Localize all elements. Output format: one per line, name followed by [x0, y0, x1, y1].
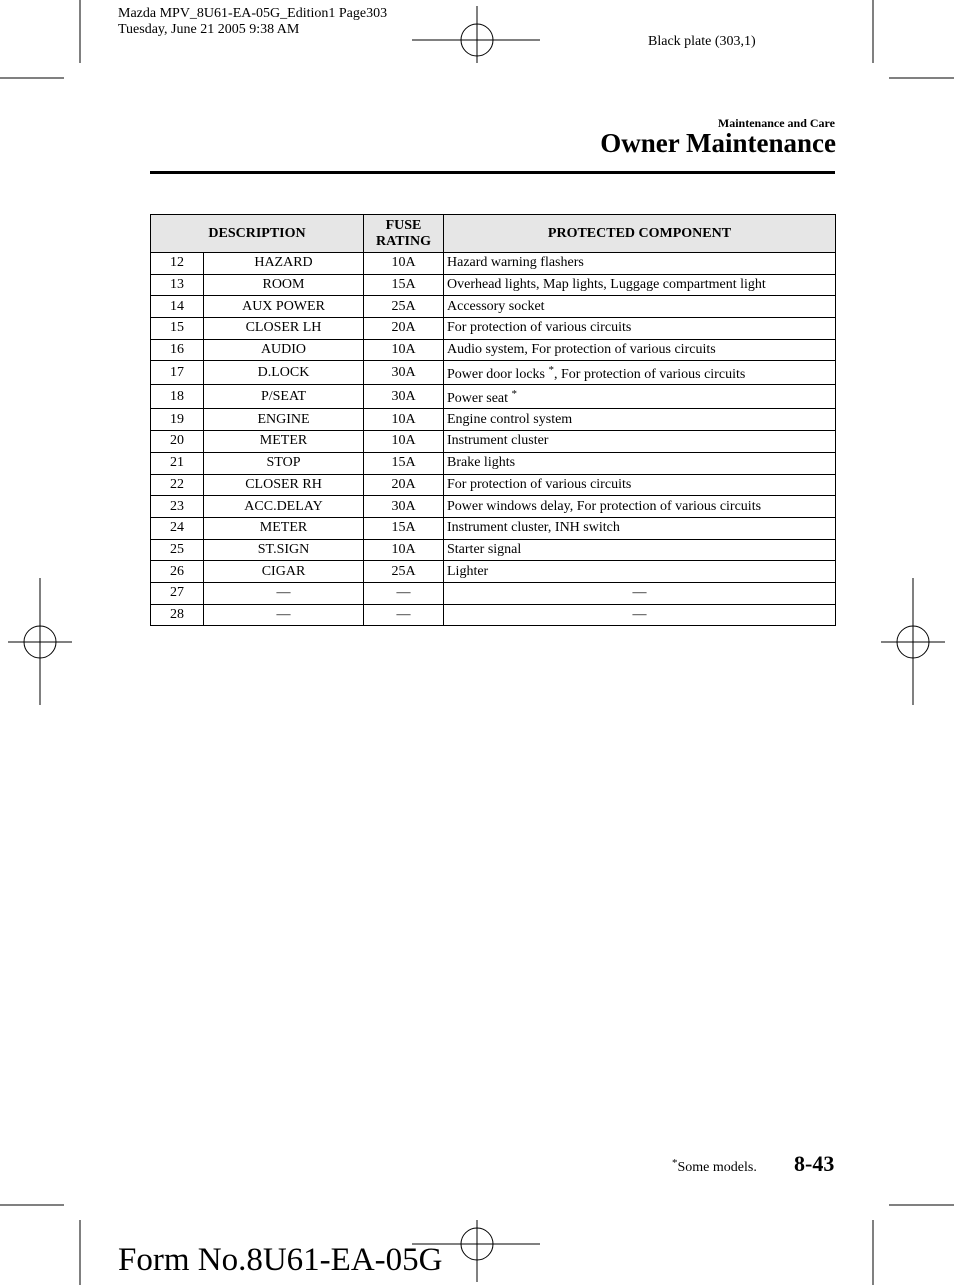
fuse-number-cell: 26: [151, 561, 204, 583]
fuse-rating-cell: 30A: [364, 361, 444, 385]
protected-component-cell: Hazard warning flashers: [444, 253, 836, 275]
protected-component-cell: Brake lights: [444, 452, 836, 474]
protected-component-cell: —: [444, 582, 836, 604]
fuse-table-body: [151, 253, 836, 626]
protected-component-cell: Overhead lights, Map lights, Luggage compartment light: [444, 274, 836, 296]
fuse-number-cell: 27: [151, 582, 204, 604]
fuse-rating-cell: 15A: [364, 452, 444, 474]
fuse-description-cell: CLOSER RH: [204, 474, 364, 496]
fuse-rating-cell: 15A: [364, 274, 444, 296]
fuse-description-cell: HAZARD: [204, 253, 364, 275]
table-row: [151, 385, 836, 409]
fuse-rating-cell: —: [364, 604, 444, 626]
page-title: Owner Maintenance: [600, 128, 836, 158]
component-text-suffix: , For protection of various circuits: [554, 367, 746, 383]
protected-component-cell: —: [444, 604, 836, 626]
fuse-rating-cell: 10A: [364, 253, 444, 275]
protected-component-cell: Audio system, For protection of various circuits: [444, 339, 836, 361]
fuse-description-cell: P/SEAT: [204, 385, 364, 409]
table-row: [151, 431, 836, 453]
protected-component-cell: Power windows delay, For protection of various circuits: [444, 496, 836, 518]
fuse-number-cell: 25: [151, 539, 204, 561]
fuse-rating-cell: 10A: [364, 431, 444, 453]
table-row: [151, 409, 836, 431]
protected-component-cell: Instrument cluster: [444, 431, 836, 453]
component-text: Power seat: [447, 391, 509, 407]
protected-component-cell: Starter signal: [444, 539, 836, 561]
fuse-number-cell: 18: [151, 385, 204, 409]
fuse-rating-cell: 25A: [364, 561, 444, 583]
fuse-table: [150, 214, 836, 626]
fuse-description-cell: —: [204, 604, 364, 626]
table-row: [151, 253, 836, 275]
footnote-star: *: [672, 1157, 678, 1169]
some-models-star: *: [511, 388, 518, 401]
fuse-number-cell: 19: [151, 409, 204, 431]
print-metadata-line1: Mazda MPV_8U61-EA-05G_Edition1 Page303: [118, 6, 388, 21]
some-models-star: *: [548, 364, 554, 377]
protected-component-cell: For protection of various circuits: [444, 318, 836, 340]
table-row: [151, 604, 836, 626]
table-row: [151, 561, 836, 583]
fuse-number-cell: 21: [151, 452, 204, 474]
table-header-row: [151, 215, 836, 253]
protected-component-cell: Instrument cluster, INH switch: [444, 517, 836, 539]
fuse-description-cell: —: [204, 582, 364, 604]
print-metadata-line2: Tuesday, June 21 2005 9:38 AM: [118, 22, 300, 37]
protected-component-cell: [444, 361, 836, 385]
component-text: Power door locks: [447, 367, 545, 383]
fuse-number-cell: 16: [151, 339, 204, 361]
fuse-description-cell: ROOM: [204, 274, 364, 296]
table-row: [151, 318, 836, 340]
page-number: 8-43: [794, 1151, 835, 1176]
protected-component-cell: [444, 385, 836, 409]
fuse-number-cell: 14: [151, 296, 204, 318]
fuse-description-cell: STOP: [204, 452, 364, 474]
title-rule: [150, 171, 835, 174]
column-header-fuse-rating: [364, 215, 444, 253]
fuse-number-cell: 23: [151, 496, 204, 518]
column-header-description: DESCRIPTION: [151, 215, 364, 253]
table-row: [151, 274, 836, 296]
fuse-rating-cell: 10A: [364, 539, 444, 561]
footnote: [672, 1157, 757, 1176]
fuse-description-cell: CIGAR: [204, 561, 364, 583]
table-row: [151, 296, 836, 318]
fuse-rating-cell: 20A: [364, 318, 444, 340]
fuse-rating-cell: 10A: [364, 409, 444, 431]
protected-component-cell: Accessory socket: [444, 296, 836, 318]
fuse-number-cell: 20: [151, 431, 204, 453]
footnote-text: Some models.: [677, 1160, 757, 1175]
fuse-rating-cell: 30A: [364, 496, 444, 518]
section-heading: Maintenance and Care: [717, 116, 835, 130]
fuse-description-cell: AUDIO: [204, 339, 364, 361]
form-number: Form No.8U61-EA-05G: [118, 1242, 443, 1278]
table-row: [151, 361, 836, 385]
fuse-rating-cell: —: [364, 582, 444, 604]
black-plate-label: Black plate (303,1): [648, 34, 756, 49]
fuse-number-cell: 15: [151, 318, 204, 340]
table-row: [151, 339, 836, 361]
fuse-number-cell: 17: [151, 361, 204, 385]
protected-component-cell: Lighter: [444, 561, 836, 583]
fuse-number-cell: 24: [151, 517, 204, 539]
fuse-description-cell: CLOSER LH: [204, 318, 364, 340]
fuse-rating-cell: 15A: [364, 517, 444, 539]
column-header-rating: RATING: [376, 233, 431, 249]
fuse-rating-cell: 30A: [364, 385, 444, 409]
fuse-description-cell: D.LOCK: [204, 361, 364, 385]
fuse-number-cell: 13: [151, 274, 204, 296]
fuse-description-cell: METER: [204, 431, 364, 453]
table-row: [151, 517, 836, 539]
protected-component-cell: Engine control system: [444, 409, 836, 431]
table-row: [151, 496, 836, 518]
fuse-rating-cell: 20A: [364, 474, 444, 496]
print-metadata: [118, 6, 387, 38]
table-row: [151, 582, 836, 604]
fuse-description-cell: METER: [204, 517, 364, 539]
fuse-description-cell: ST.SIGN: [204, 539, 364, 561]
fuse-number-cell: 22: [151, 474, 204, 496]
column-header-fuse: FUSE: [385, 217, 422, 233]
fuse-rating-cell: 10A: [364, 339, 444, 361]
fuse-description-cell: ACC.DELAY: [204, 496, 364, 518]
fuse-rating-cell: 25A: [364, 296, 444, 318]
protected-component-cell: For protection of various circuits: [444, 474, 836, 496]
fuse-number-cell: 12: [151, 253, 204, 275]
fuse-number-cell: 28: [151, 604, 204, 626]
column-header-protected-component: PROTECTED COMPONENT: [444, 215, 836, 253]
table-row: [151, 452, 836, 474]
table-row: [151, 539, 836, 561]
fuse-description-cell: ENGINE: [204, 409, 364, 431]
fuse-description-cell: AUX POWER: [204, 296, 364, 318]
table-row: [151, 474, 836, 496]
